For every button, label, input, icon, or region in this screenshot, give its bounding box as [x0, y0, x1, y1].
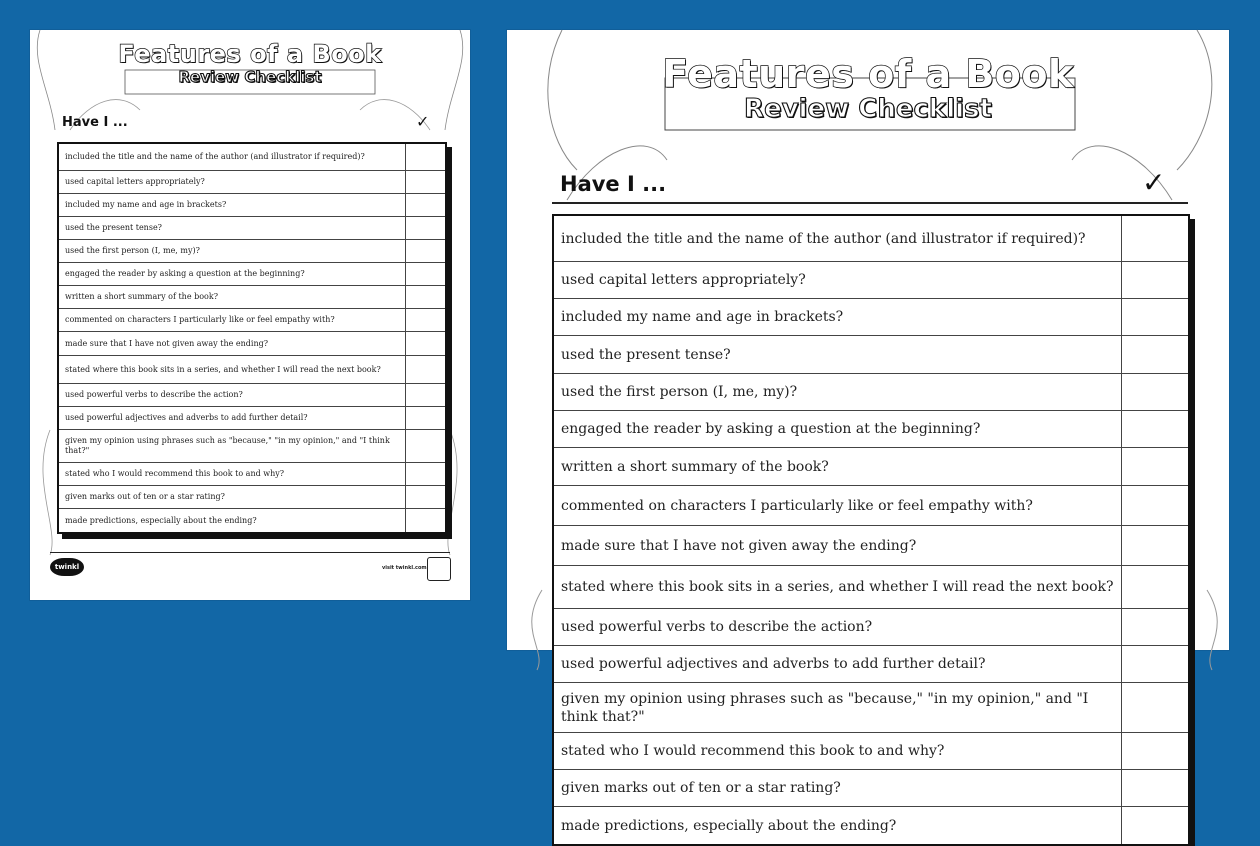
- checkbox-cell[interactable]: [405, 430, 445, 462]
- quality-badge-icon: [427, 557, 451, 581]
- worksheet-title: Features of a Book: [662, 52, 1074, 96]
- checklist-row: [554, 526, 1188, 566]
- checkbox-cell[interactable]: [405, 332, 445, 355]
- checklist-item-text: engaged the reader by asking a question at the beginning?: [65, 269, 305, 278]
- checklist-row: [59, 463, 445, 486]
- checklist-table: [552, 214, 1190, 846]
- visit-link-text: visit twinkl.com: [382, 565, 427, 571]
- checklist-row: [554, 411, 1188, 448]
- checkbox-cell[interactable]: [1121, 262, 1188, 298]
- heading-divider: [552, 202, 1188, 204]
- checkbox-cell[interactable]: [405, 509, 445, 532]
- checklist-row: [554, 807, 1188, 844]
- checklist-row: [59, 356, 445, 384]
- checklist-item-text: given marks out of ten or a star rating?: [561, 780, 841, 796]
- checkbox-cell[interactable]: [1121, 299, 1188, 335]
- checklist-item-text: stated where this book sits in a series, and whether I will read the next book?: [561, 579, 1114, 595]
- checklist-item-text: used capital letters appropriately?: [65, 177, 205, 186]
- checklist-item-text: commented on characters I particularly like or feel empathy with?: [65, 315, 335, 324]
- checkbox-cell[interactable]: [1121, 566, 1188, 608]
- checkbox-cell[interactable]: [1121, 216, 1188, 261]
- checklist-row: [554, 646, 1188, 683]
- checkbox-cell[interactable]: [1121, 374, 1188, 410]
- checkbox-cell[interactable]: [1121, 486, 1188, 525]
- checkbox-cell[interactable]: [405, 286, 445, 308]
- checklist-item-text: used capital letters appropriately?: [561, 272, 806, 288]
- checkbox-cell[interactable]: [405, 217, 445, 239]
- checklist-row: [59, 332, 445, 356]
- checklist-row: [554, 216, 1188, 262]
- have-i-heading: Have I ...: [62, 115, 128, 130]
- checkbox-cell[interactable]: [405, 171, 445, 193]
- checklist-item-text: used powerful adjectives and adverbs to add further detail?: [561, 656, 986, 672]
- checkbox-cell[interactable]: [1121, 336, 1188, 373]
- checkbox-cell[interactable]: [405, 463, 445, 485]
- checklist-row: [554, 733, 1188, 770]
- checklist-item-text: stated where this book sits in a series, and whether I will read the next book?: [65, 364, 381, 374]
- checklist-row: [554, 683, 1188, 733]
- checklist-row: [59, 240, 445, 263]
- checklist-row: [59, 217, 445, 240]
- checkbox-cell[interactable]: [1121, 646, 1188, 682]
- checklist-item-text: made sure that I have not given away the ending?: [65, 338, 269, 348]
- have-i-heading: Have I ...: [560, 172, 667, 196]
- tick-icon: ✓: [1142, 166, 1166, 199]
- checklist-row: [554, 374, 1188, 411]
- checklist-row: [59, 286, 445, 309]
- checklist-row: [59, 309, 445, 332]
- checklist-item-text: given marks out of ten or a star rating?: [65, 492, 225, 501]
- checkbox-cell[interactable]: [1121, 683, 1188, 732]
- checklist-item-text: made predictions, especially about the ending?: [561, 817, 897, 834]
- checklist-item-text: included my name and age in brackets?: [65, 200, 227, 209]
- checklist-item-text: given my opinion using phrases such as "because," "in my opinion," and "I think that?": [561, 690, 1089, 725]
- checklist-item-text: used the present tense?: [65, 223, 162, 232]
- footer-divider: [50, 552, 450, 553]
- checklist-row: [554, 486, 1188, 526]
- checklist-row: [59, 486, 445, 509]
- checkbox-cell[interactable]: [1121, 448, 1188, 485]
- checklist-row: [554, 299, 1188, 336]
- checkbox-cell[interactable]: [405, 194, 445, 216]
- checklist-row: [554, 609, 1188, 646]
- checklist-row: [554, 336, 1188, 374]
- checkbox-cell[interactable]: [405, 384, 445, 406]
- checkbox-cell[interactable]: [1121, 411, 1188, 447]
- checklist-item-text: used the first person (I, me, my)?: [561, 384, 798, 400]
- checklist-row: [59, 430, 445, 463]
- worksheet-thumbnail: [30, 30, 470, 600]
- checkbox-cell[interactable]: [405, 309, 445, 331]
- checklist-item-text: used the first person (I, me, my)?: [65, 246, 200, 255]
- twinkl-logo: twinkl: [50, 558, 84, 576]
- checklist-item-text: stated who I would recommend this book to and why?: [65, 469, 285, 478]
- title-block: [30, 40, 470, 86]
- checklist-row: [59, 509, 445, 532]
- worksheet-subtitle: Review Checklist: [178, 68, 322, 86]
- checklist-row: [59, 171, 445, 194]
- title-block: [507, 52, 1229, 124]
- checklist-item-text: commented on characters I particularly like or feel empathy with?: [561, 497, 1033, 514]
- checklist-item-text: included the title and the name of the author (and illustrator if required)?: [561, 230, 1086, 247]
- checklist-item-text: engaged the reader by asking a question at the beginning?: [561, 421, 981, 437]
- checkbox-cell[interactable]: [405, 144, 445, 170]
- checklist-row: [554, 566, 1188, 609]
- checklist-item-text: used powerful adjectives and adverbs to add further detail?: [65, 413, 308, 422]
- checklist-item-text: used powerful verbs to describe the action?: [65, 390, 243, 399]
- checkbox-cell[interactable]: [405, 407, 445, 429]
- worksheet-subtitle: Review Checklist: [744, 94, 992, 124]
- checklist-row: [59, 263, 445, 286]
- checklist-row: [554, 262, 1188, 299]
- checklist-item-text: stated who I would recommend this book to and why?: [561, 743, 945, 759]
- checklist-item-text: included the title and the name of the author (and illustrator if required)?: [65, 152, 365, 161]
- checkbox-cell[interactable]: [405, 486, 445, 508]
- checklist-item-text: written a short summary of the book?: [561, 458, 829, 475]
- checklist-item-text: used the present tense?: [561, 346, 731, 363]
- checkbox-cell[interactable]: [405, 240, 445, 262]
- checklist-item-text: used powerful verbs to describe the action?: [561, 619, 873, 635]
- checkbox-cell[interactable]: [405, 356, 445, 383]
- checklist-row: [554, 448, 1188, 486]
- checklist-row: [59, 407, 445, 430]
- checkbox-cell[interactable]: [405, 263, 445, 285]
- checklist-row: [59, 194, 445, 217]
- checklist-item-text: included my name and age in brackets?: [561, 309, 844, 325]
- worksheet-title: Features of a Book: [118, 40, 382, 68]
- checklist-row: [59, 144, 445, 171]
- checkbox-cell[interactable]: [1121, 609, 1188, 645]
- checklist-item-text: made predictions, especially about the ending?: [65, 515, 257, 525]
- checklist-table: [57, 142, 447, 534]
- tick-icon: ✓: [416, 112, 430, 131]
- checklist-row: [554, 770, 1188, 807]
- checkbox-cell[interactable]: [1121, 733, 1188, 769]
- checklist-row: [59, 384, 445, 407]
- checkbox-cell[interactable]: [1121, 807, 1188, 844]
- checklist-item-text: given my opinion using phrases such as "because," "in my opinion," and "I think that?": [65, 436, 390, 455]
- checkbox-cell[interactable]: [1121, 770, 1188, 806]
- checkbox-cell[interactable]: [1121, 526, 1188, 565]
- worksheet-zoomed: [507, 30, 1229, 834]
- checklist-item-text: made sure that I have not given away the ending?: [561, 537, 917, 554]
- checklist-item-text: written a short summary of the book?: [65, 292, 218, 301]
